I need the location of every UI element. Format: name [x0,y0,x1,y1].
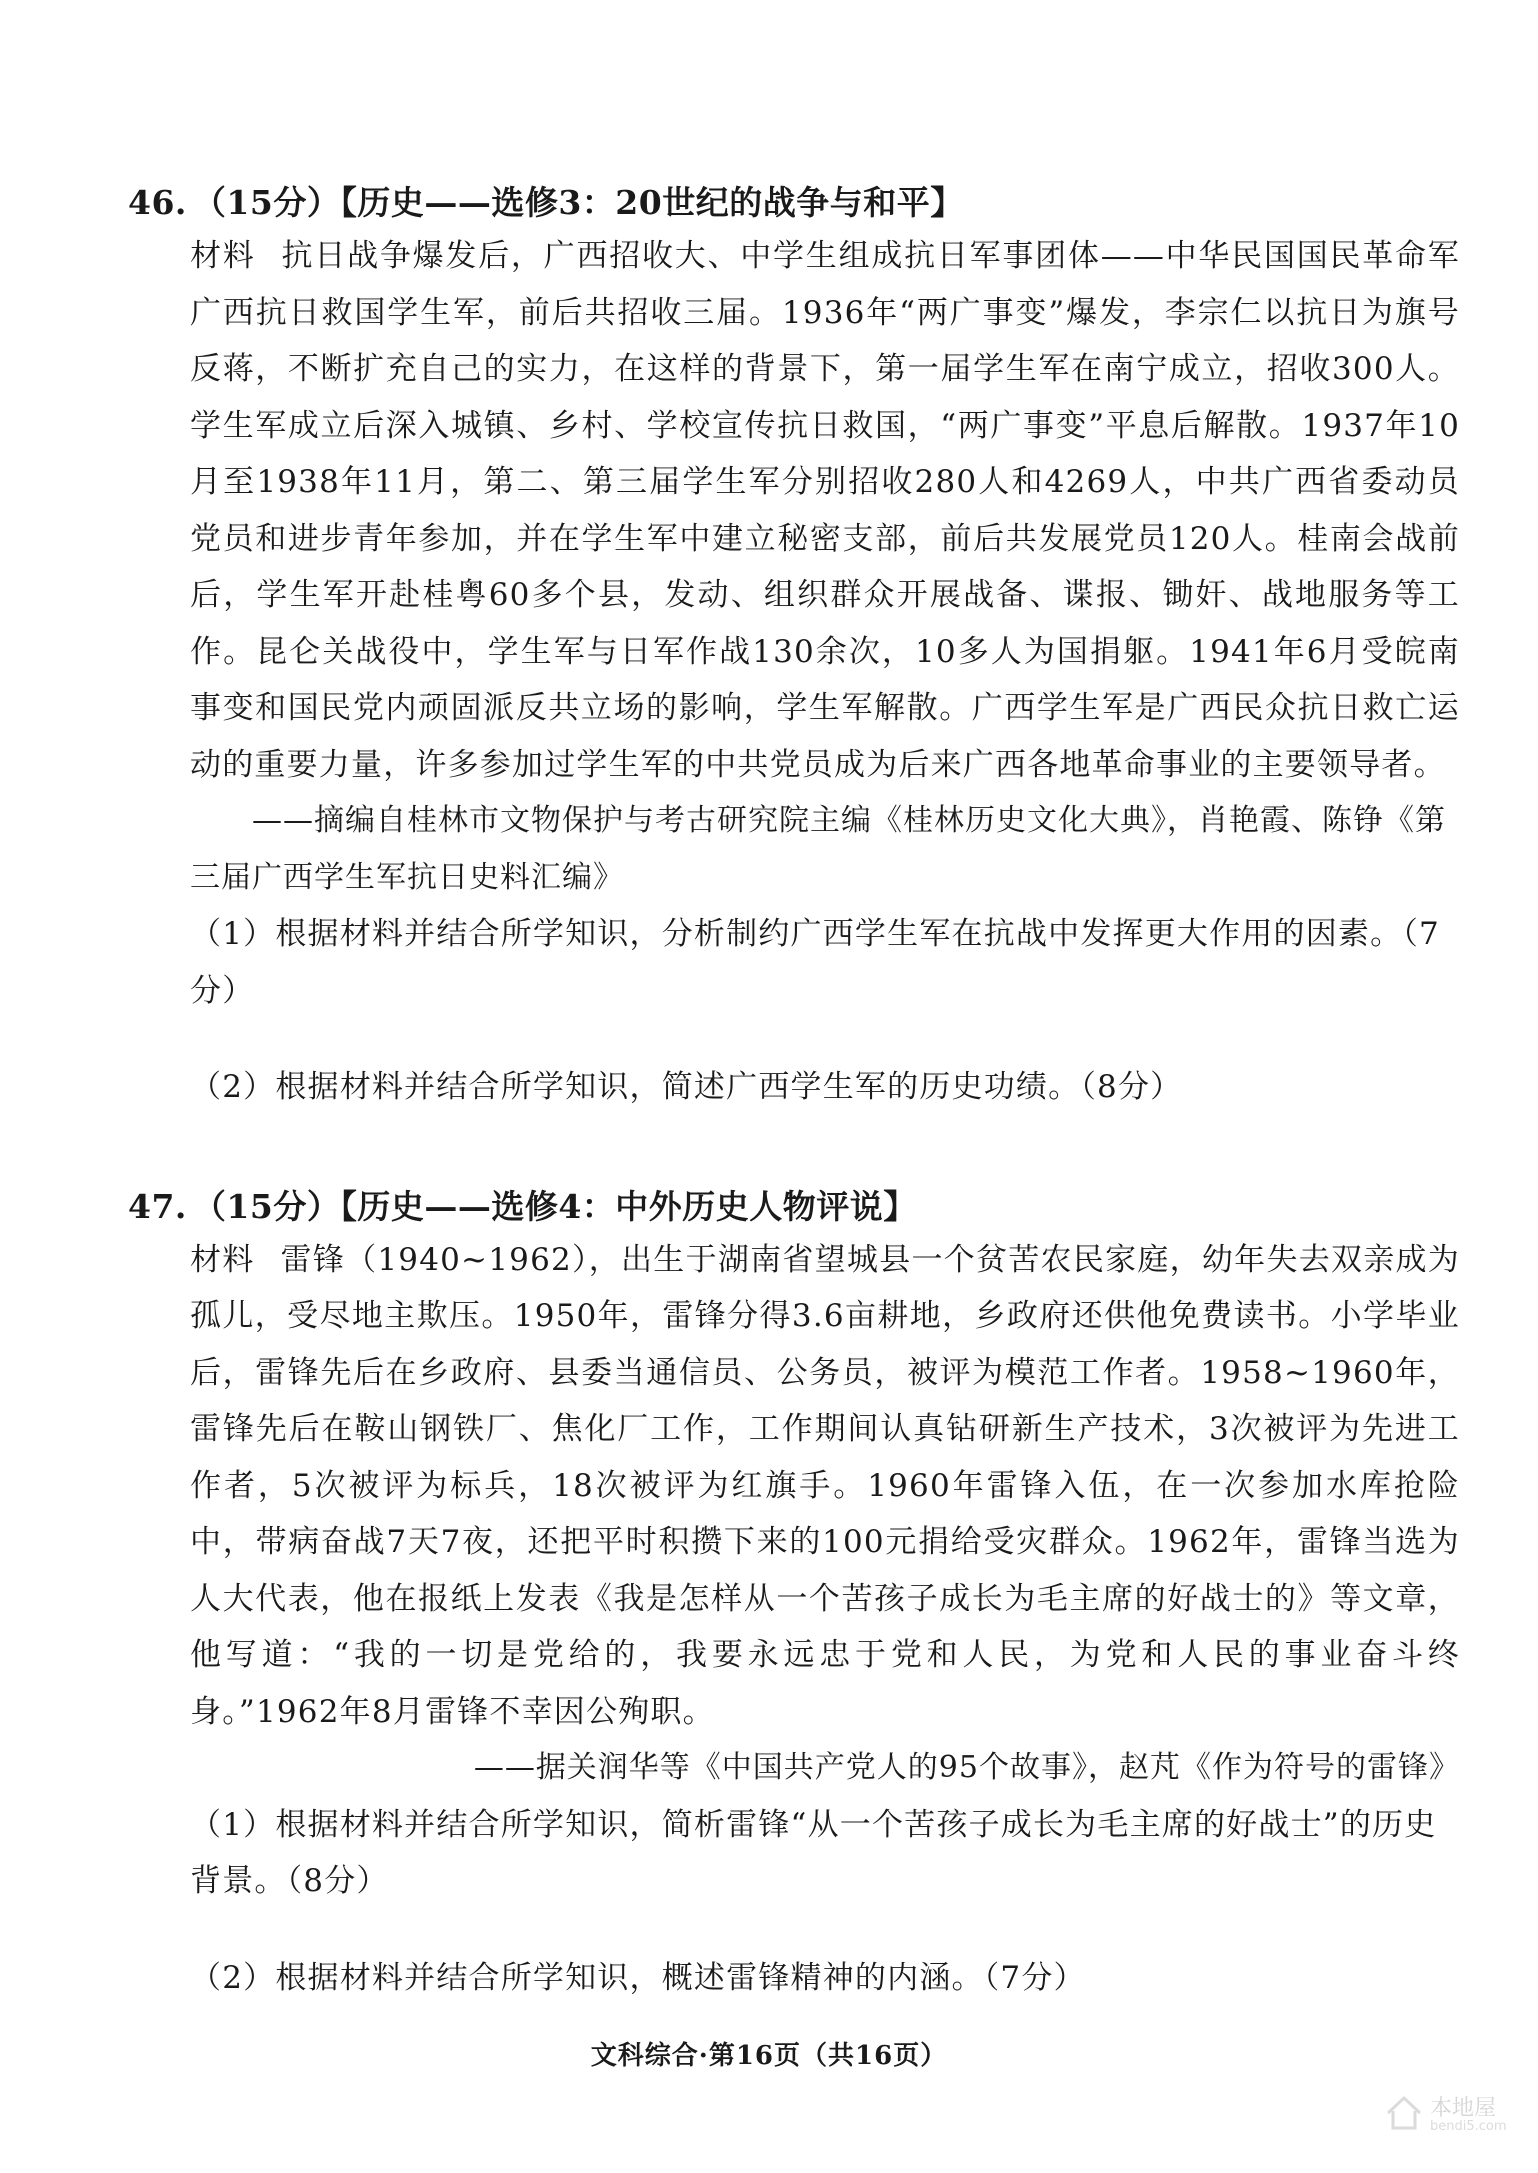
question-47-source: ——据关润华等《中国共产党人的95个故事》，赵芃《作为符号的雷锋》 [473,1750,1460,1785]
question-46-material [128,228,1460,793]
material-label: 材料 [190,238,256,274]
question-46-source [128,793,1460,906]
question-46-title: （15分）【历史——选修3：20世纪的战争与和平】 [192,183,964,222]
watermark-url: bendi5.com [1430,2119,1507,2134]
house-icon [1384,2093,1424,2133]
question-47-title: （15分）【历史——选修4：中外历史人物评说】 [192,1186,917,1226]
question-47-sub1: （1）根据材料并结合所学知识，简析雷锋“从一个苦孩子成长为毛主席的好战士”的历史背景。（8分） [190,1806,1437,1899]
question-47-number: 47. [128,1186,187,1226]
question-46-number: 46. [128,183,187,222]
question-46-heading [128,178,1460,228]
question-47-sub2: （2）根据材料并结合所学知识，概述雷锋精神的内涵。（7分） [190,1959,1086,1996]
question-47-material [128,1232,1460,1741]
exam-page-content [128,178,1460,2006]
material-text: 雷锋（1940~1962），出生于湖南省望城县一个贫苦农民家庭，幼年失去双亲成为孤儿，受尽地主欺压。1950年，雷锋分得3.6亩耕地，乡政府还供他免费读书。小学毕业后，雷锋先后在乡政府、县委当通信员、公务员，被评为模范工作者。1958~1960年，雷锋先后在鞍山钢铁厂、焦化厂工作，工作期间认真钻研新生产技术，3次被评为先进工作者，5次被评为标兵，18次被评为红旗手。1960年雷锋入伍，在一次参加水库抢险中，带病奋战7天7夜，还把平时积攒下来的100元捐给受灾群众。1962年，雷锋当选为人大代表，他在报纸上发表《我是怎样从一个苦孩子成长为毛主席的好战士的》等文章，他写道：“我的一切是党给的，我要永远忠于党和人民，为党和人民的事业奋斗终身。”1962年8月雷锋不幸因公殉职。 [190,1241,1460,1730]
question-46 [128,178,1460,1116]
watermark-text: 本地屋 [1430,2096,1497,2121]
question-46-sub2: （2）根据材料并结合所学知识，简述广西学生军的历史功绩。（8分） [190,1069,1183,1105]
page-footer: 文科综合·第16页（共16页） [590,2041,948,2071]
site-watermark [1384,2087,1514,2145]
material-text: 抗日战争爆发后，广西招收大、中学生组成抗日军事团体——中华民国国民革命军广西抗日救国学生军，前后共招收三届。1936年“两广事变”爆发，李宗仁以抗日为旗号反蒋，不断扩充自己的实力，在这样的背景下，第一届学生军在南宁成立，招收300人。学生军成立后深入城镇、乡村、学校宣传抗日救国，“两广事变”平息后解散。1937年10月至1938年11月，第二、第三届学生军分别招收280人和4269人，中共广西省委动员党员和进步青年参加，并在学生军中建立秘密支部，前后共发展党员120人。桂南会战前后，学生军开赴桂粤60多个县，发动、组织群众开展战备、谍报、锄奸、战地服务等工作。昆仑关战役中，学生军与日军作战130余次，10多人为国捐躯。1941年6月受皖南事变和国民党内顽固派反共立场的影响，学生军解散。广西学生军是广西民众抗日救亡运动的重要力量，许多参加过学生军的中共党员成为后来广西各地革命事业的主要领导者。 [190,238,1461,783]
question-47-heading [128,1182,1460,1232]
source-text: ——摘编自桂林市文物保护与考古研究院主编《桂林历史文化大典》，肖艳霞、陈铮《第三届广西学生军抗日史料汇编》 [190,803,1446,895]
material-label: 材料 [190,1241,255,1278]
question-47 [128,1182,1460,2007]
question-46-sub1: （1）根据材料并结合所学知识，分析制约广西学生军在抗战中发挥更大作用的因素。（7分） [190,916,1440,1009]
